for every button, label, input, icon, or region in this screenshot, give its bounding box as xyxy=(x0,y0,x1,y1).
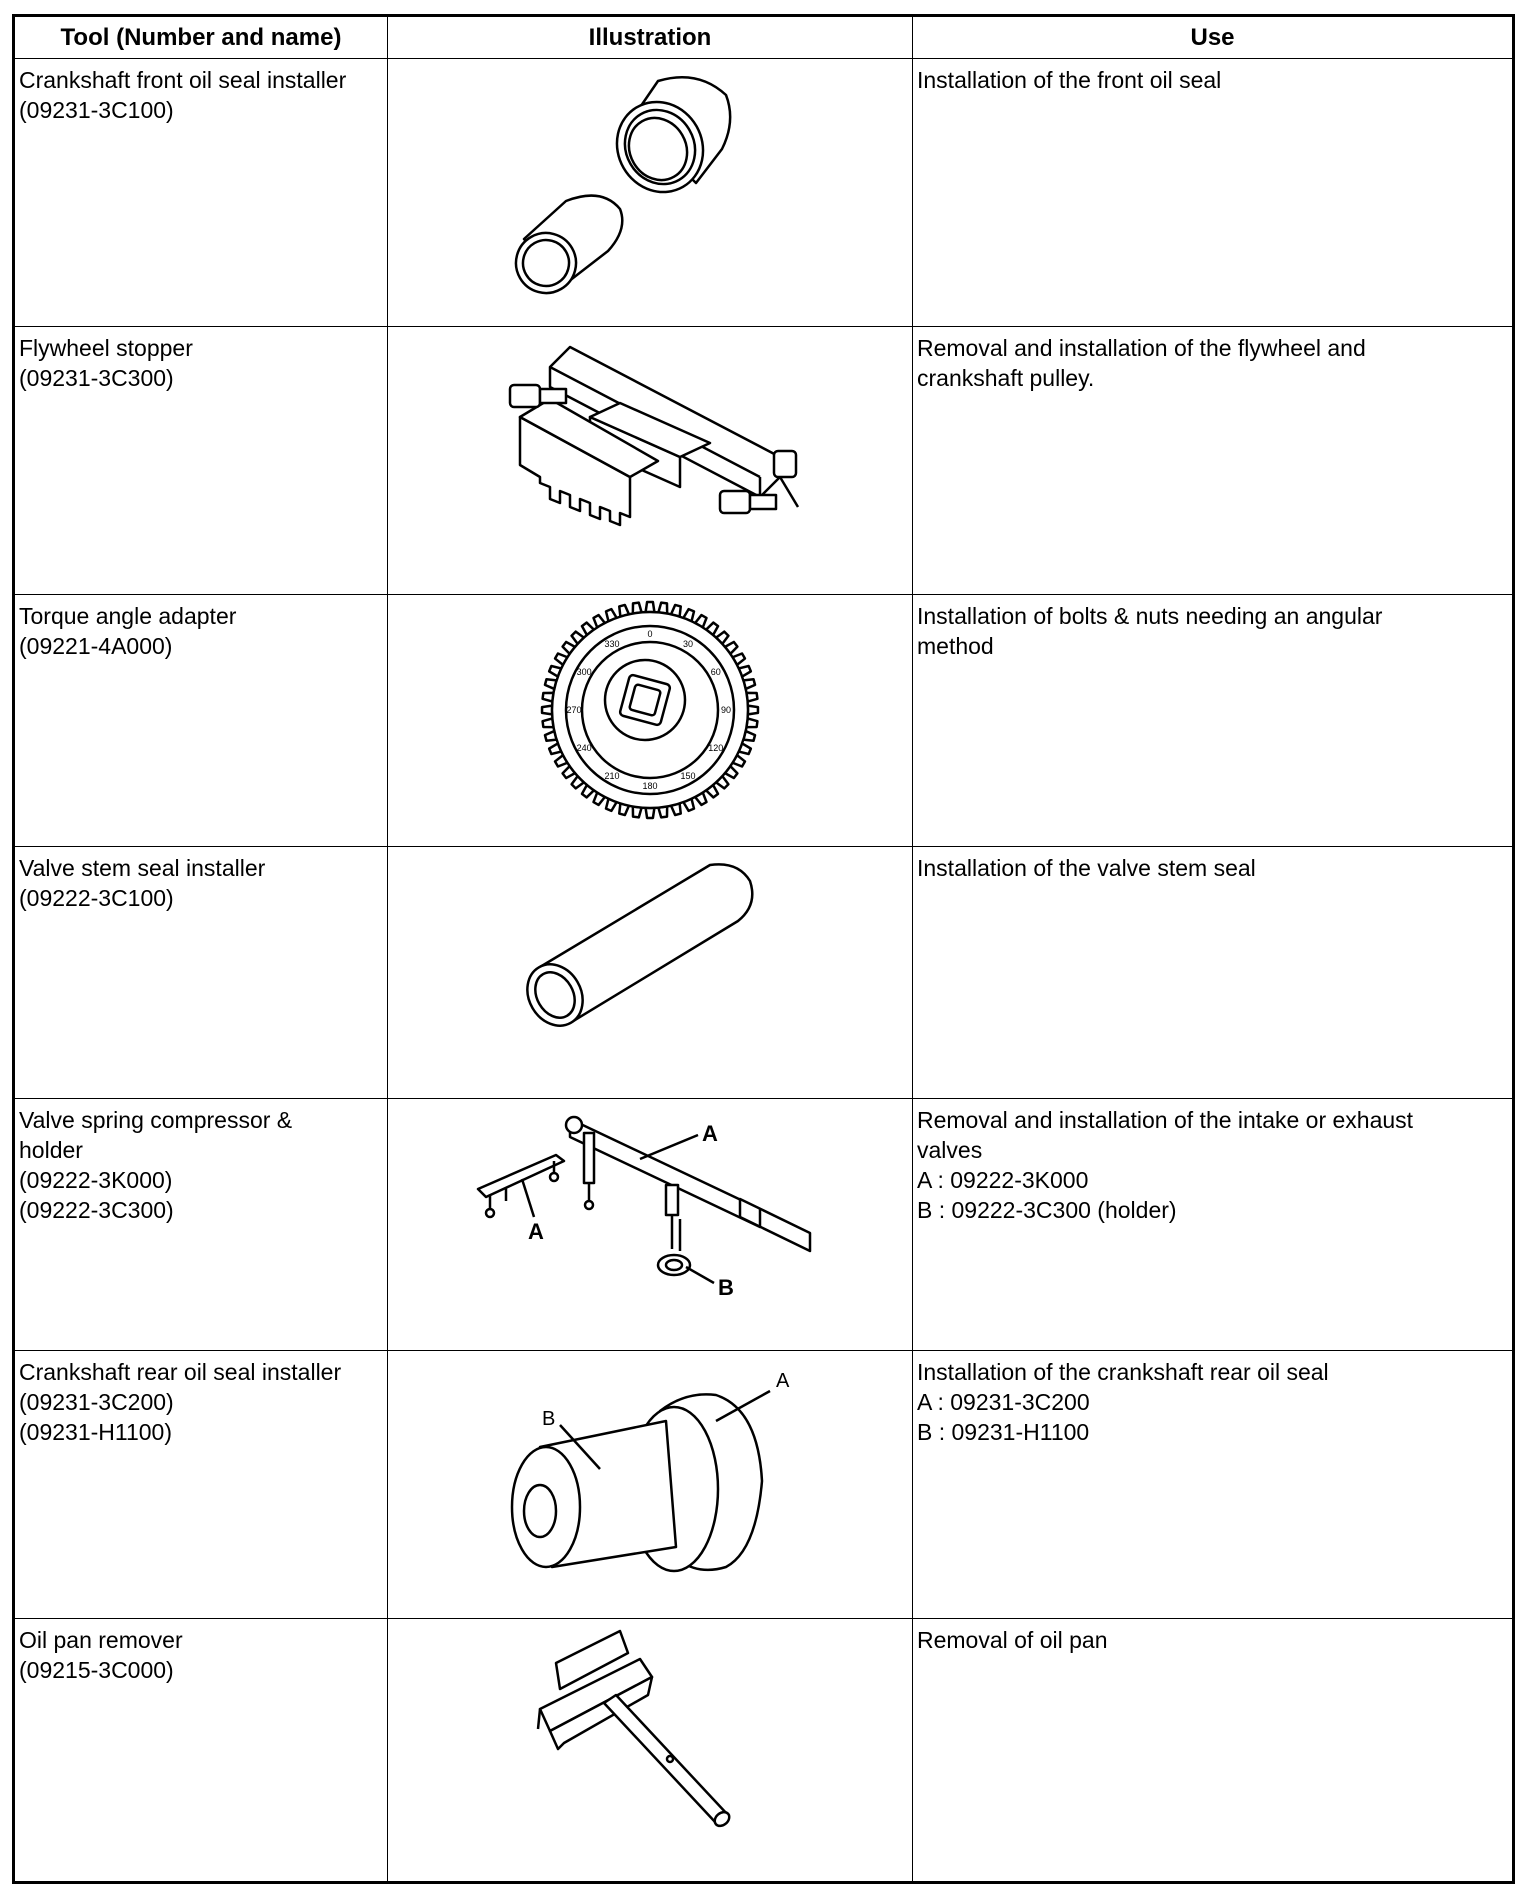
use-cell xyxy=(913,327,1514,595)
use-text: B : 09231-H1100 xyxy=(917,1419,1090,1445)
use-cell xyxy=(913,1619,1514,1883)
tool-cell xyxy=(14,327,388,595)
tool-cell xyxy=(14,1619,388,1883)
table-row xyxy=(14,59,1514,327)
dial-mark-label: 210 xyxy=(604,770,620,781)
tool-number: (09222-3C300) xyxy=(19,1197,174,1223)
use-text: B : 09222-3C300 (holder) xyxy=(917,1197,1177,1223)
table-row xyxy=(14,327,1514,595)
table-header-row xyxy=(14,16,1514,59)
special-tools-table xyxy=(12,14,1515,1884)
tool-name: Oil pan remover xyxy=(19,1627,183,1653)
illustration-cell xyxy=(388,59,913,327)
dial-mark-label: 0 xyxy=(647,629,653,639)
illustration-cell xyxy=(388,847,913,1099)
use-text: valves xyxy=(917,1137,983,1163)
use-cell xyxy=(913,1351,1514,1619)
dial-mark-label: 90 xyxy=(720,705,732,715)
table-row xyxy=(14,1099,1514,1351)
tool-name: Valve spring compressor & xyxy=(19,1107,293,1133)
tool-name: Torque angle adapter xyxy=(19,603,237,629)
header-use: Use xyxy=(913,16,1514,59)
use-text: Removal and installation of the flywheel and xyxy=(917,335,1366,361)
use-text: A : 09222-3K000 xyxy=(917,1167,1089,1193)
dial-mark-label: 330 xyxy=(604,639,620,650)
callout-a-label: A xyxy=(528,1219,544,1244)
dial-mark-label: 270 xyxy=(566,705,582,715)
use-cell xyxy=(913,595,1514,847)
dial-mark-label: 120 xyxy=(708,743,724,753)
use-text: method xyxy=(917,633,994,659)
crankshaft-rear-oil-seal-installer-illustration xyxy=(490,1351,810,1591)
tool-number: (09221-4A000) xyxy=(19,633,173,659)
use-text: Installation of the valve stem seal xyxy=(917,855,1256,881)
callout-b-label: B xyxy=(542,1408,556,1430)
tool-number: (09231-3C200) xyxy=(19,1389,174,1415)
valve-stem-seal-installer-illustration xyxy=(510,847,790,1047)
table-row xyxy=(14,595,1514,847)
dial-mark-label: 240 xyxy=(576,743,592,753)
tool-cell xyxy=(14,847,388,1099)
dial-mark-label: 180 xyxy=(642,781,658,791)
valve-spring-compressor-illustration xyxy=(460,1099,840,1319)
tool-cell xyxy=(14,595,388,847)
table-row xyxy=(14,1351,1514,1619)
tool-cell xyxy=(14,1351,388,1619)
tool-number: (09222-3C100) xyxy=(19,885,174,911)
illustration-cell xyxy=(388,1099,913,1351)
use-cell xyxy=(913,847,1514,1099)
gear-tooth xyxy=(748,706,758,715)
header-illustration: Illustration xyxy=(388,16,913,59)
tool-number: (09231-3C100) xyxy=(19,97,174,123)
torque-angle-adapter-illustration xyxy=(530,595,770,825)
use-cell xyxy=(913,1099,1514,1351)
gear-tooth xyxy=(542,706,552,715)
illustration-cell xyxy=(388,327,913,595)
tool-name: Valve stem seal installer xyxy=(19,855,266,881)
illustration-cell xyxy=(388,595,913,847)
tool-number: (09231-3C300) xyxy=(19,365,174,391)
dial-mark-label: 30 xyxy=(682,639,694,650)
tool-name: Crankshaft front oil seal installer xyxy=(19,67,347,93)
tool-name: Flywheel stopper xyxy=(19,335,193,361)
tool-number: (09231-H1100) xyxy=(19,1419,173,1445)
callout-b-label: B xyxy=(718,1275,734,1300)
tool-number: (09222-3K000) xyxy=(19,1167,173,1193)
use-text: Installation of the crankshaft rear oil seal xyxy=(917,1359,1329,1385)
use-cell xyxy=(913,59,1514,327)
tool-cell xyxy=(14,1099,388,1351)
header-tool: Tool (Number and name) xyxy=(14,16,388,59)
use-text: A : 09231-3C200 xyxy=(917,1389,1090,1415)
flywheel-stopper-illustration xyxy=(480,327,820,557)
dial-mark-label: 150 xyxy=(680,770,696,781)
gear-tooth xyxy=(646,602,655,612)
use-text: Removal and installation of the intake or exhaust xyxy=(917,1107,1414,1133)
table-row xyxy=(14,1619,1514,1883)
use-text: Installation of bolts & nuts needing an angular xyxy=(917,603,1383,629)
dial-mark-label: 60 xyxy=(710,667,721,677)
tool-number: (09215-3C000) xyxy=(19,1657,174,1683)
callout-a-label: A xyxy=(702,1121,718,1146)
oil-pan-remover-illustration xyxy=(520,1619,780,1849)
tool-name: holder xyxy=(19,1137,83,1163)
crankshaft-front-oil-seal-installer-illustration xyxy=(500,59,800,299)
table-row xyxy=(14,847,1514,1099)
use-text: crankshaft pulley. xyxy=(917,365,1095,391)
gear-tooth xyxy=(646,808,655,818)
illustration-cell xyxy=(388,1351,913,1619)
tool-cell xyxy=(14,59,388,327)
illustration-cell xyxy=(388,1619,913,1883)
tool-name: Crankshaft rear oil seal installer xyxy=(19,1359,342,1385)
use-text: Installation of the front oil seal xyxy=(917,67,1222,93)
use-text: Removal of oil pan xyxy=(917,1627,1108,1653)
dial-mark-label: 300 xyxy=(576,667,592,677)
callout-a-label: A xyxy=(776,1370,790,1392)
